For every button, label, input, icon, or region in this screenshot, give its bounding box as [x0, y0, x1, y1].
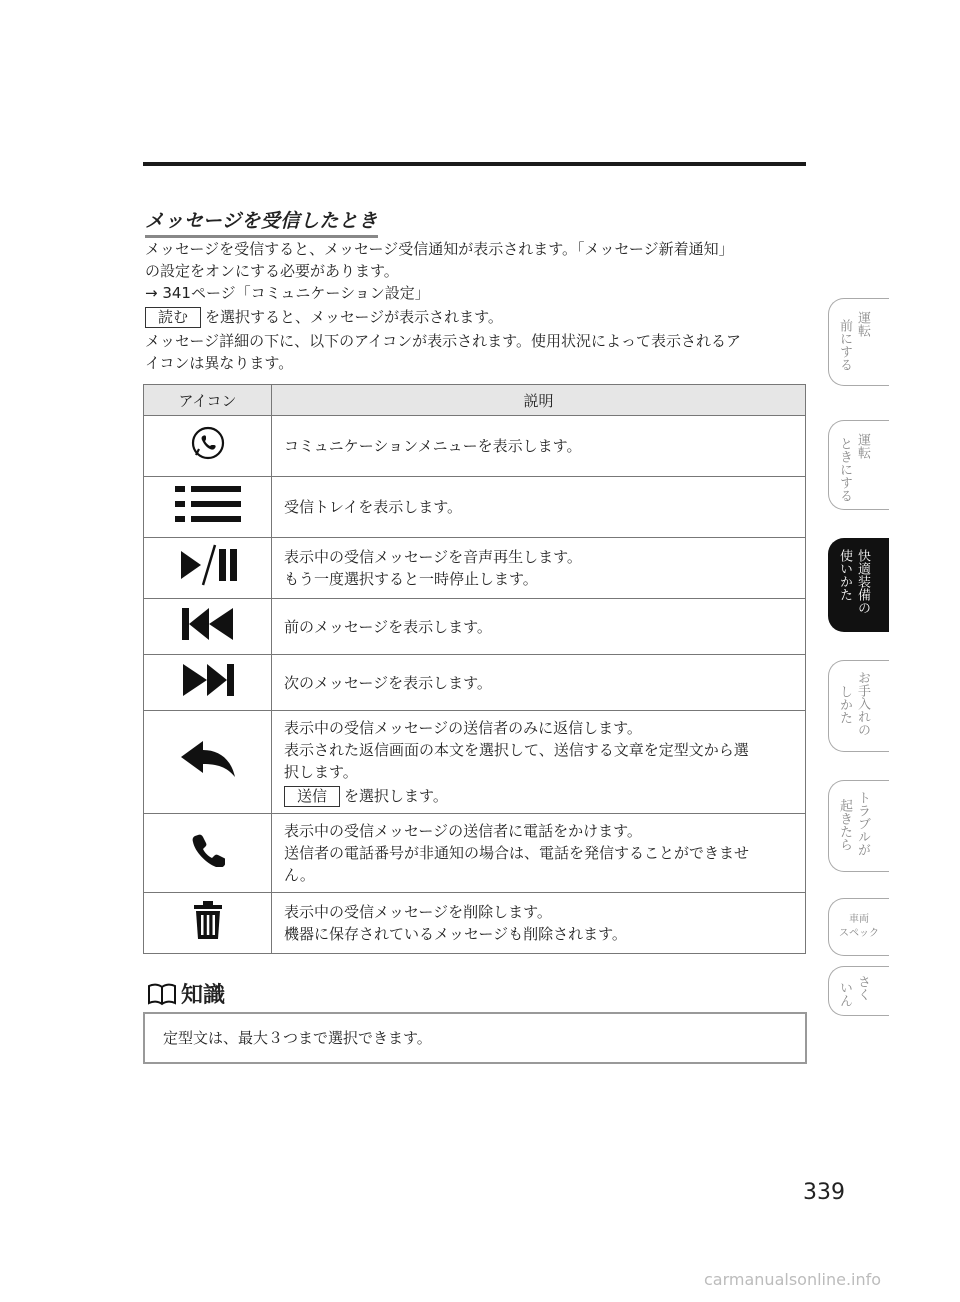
table-row — [144, 655, 806, 711]
communication-menu-icon — [190, 425, 226, 461]
row-desc: 表示された返信画面の本文を選択して、送信する文章を定型文から選 — [284, 741, 749, 759]
tab-label: 使いかた — [837, 549, 852, 601]
tab-label: トラブルが — [855, 791, 870, 856]
reply-icon — [179, 739, 237, 779]
intro-text — [145, 238, 810, 374]
intro-line: の設定をオンにする必要があります。 — [145, 262, 399, 280]
row-desc: 表示中の受信メッセージの送信者に電話をかけます。 — [284, 822, 642, 840]
intro-line: イコンは異なります。 — [145, 354, 294, 372]
row-desc: 次のメッセージを表示します。 — [284, 673, 492, 692]
side-tab-maintenance[interactable] — [828, 660, 889, 752]
tab-label: 運転 — [855, 311, 870, 337]
intro-line: を選択すると、メッセージが表示されます。 — [205, 308, 503, 326]
inbox-list-icon — [173, 483, 243, 525]
side-tab-comfort-features[interactable] — [828, 538, 889, 632]
table-row — [144, 711, 806, 814]
watermark: carmanualsonline.info — [704, 1270, 882, 1289]
note-text: 定型文は、最大３つまで選択できます。 — [163, 1029, 432, 1047]
side-tab-before-driving[interactable] — [828, 298, 889, 386]
row-desc: もう一度選択すると一時停止します。 — [284, 570, 538, 588]
tab-label: 快適装備の — [855, 549, 870, 614]
table-row — [144, 538, 806, 599]
side-tab-vehicle-specs[interactable] — [828, 898, 889, 956]
trash-icon — [193, 900, 223, 940]
row-desc: 表示中の受信メッセージを削除します。 — [284, 903, 552, 921]
side-tab-while-driving[interactable] — [828, 420, 889, 510]
tab-label: さく — [855, 975, 870, 1001]
row-desc: ん。 — [284, 866, 315, 884]
table-row — [144, 814, 806, 893]
tab-label: スペック — [839, 928, 879, 939]
table-header-desc: 説明 — [272, 385, 806, 416]
row-desc: 機器に保存されているメッセージも削除されます。 — [284, 925, 627, 943]
phone-icon — [191, 833, 225, 867]
side-tab-troubleshooting[interactable] — [828, 780, 889, 872]
play-pause-icon — [177, 541, 239, 589]
knowledge-title: 知識 — [181, 983, 226, 1008]
send-button: 送信 — [284, 786, 340, 807]
table-row — [144, 893, 806, 954]
row-desc: コミュニケーションメニューを表示します。 — [284, 437, 582, 455]
tab-label: 起きたら — [837, 799, 852, 851]
cross-reference: → 341ページ「コミュニケーション設定」 — [145, 284, 430, 302]
tab-label: 車両 — [849, 914, 869, 925]
book-icon — [147, 982, 177, 1006]
side-tab-index[interactable] — [828, 966, 889, 1016]
row-desc: を選択します。 — [344, 787, 448, 805]
read-button: 読む — [145, 307, 201, 328]
section-title: メッセージを受信したとき — [145, 206, 378, 238]
tab-label: 前にする — [837, 319, 852, 371]
table-row — [144, 416, 806, 477]
next-icon — [181, 663, 235, 697]
table-row — [144, 599, 806, 655]
tab-label: いん — [837, 981, 852, 1007]
intro-line: メッセージを受信すると、メッセージ受信通知が表示されます。「メッセージ新着通知」 — [145, 240, 734, 258]
row-desc: 前のメッセージを表示します。 — [284, 617, 492, 636]
tab-label: お手入れの — [855, 671, 870, 736]
page-number: 339 — [803, 1180, 845, 1205]
row-desc: 送信者の電話番号が非通知の場合は、電話を発信することができませ — [284, 844, 750, 862]
tab-label: ときにする — [837, 437, 852, 502]
row-desc: 表示中の受信メッセージを音声再生します。 — [284, 548, 582, 566]
table-header-icon: アイコン — [144, 385, 272, 416]
previous-icon — [181, 607, 235, 641]
knowledge-heading — [147, 978, 225, 1009]
table-row — [144, 477, 806, 538]
row-desc: 表示中の受信メッセージの送信者のみに返信します。 — [284, 719, 642, 737]
top-rule — [143, 162, 806, 166]
row-desc: 択します。 — [284, 763, 358, 781]
intro-line: メッセージ詳細の下に、以下のアイコンが表示されます。使用状況によって表示されるア — [145, 332, 741, 350]
tab-label: 運転 — [855, 433, 870, 459]
row-desc: 受信トレイを表示します。 — [284, 498, 463, 516]
icon-table — [143, 384, 806, 954]
knowledge-note — [143, 1012, 807, 1064]
tab-label: しかた — [837, 685, 852, 724]
